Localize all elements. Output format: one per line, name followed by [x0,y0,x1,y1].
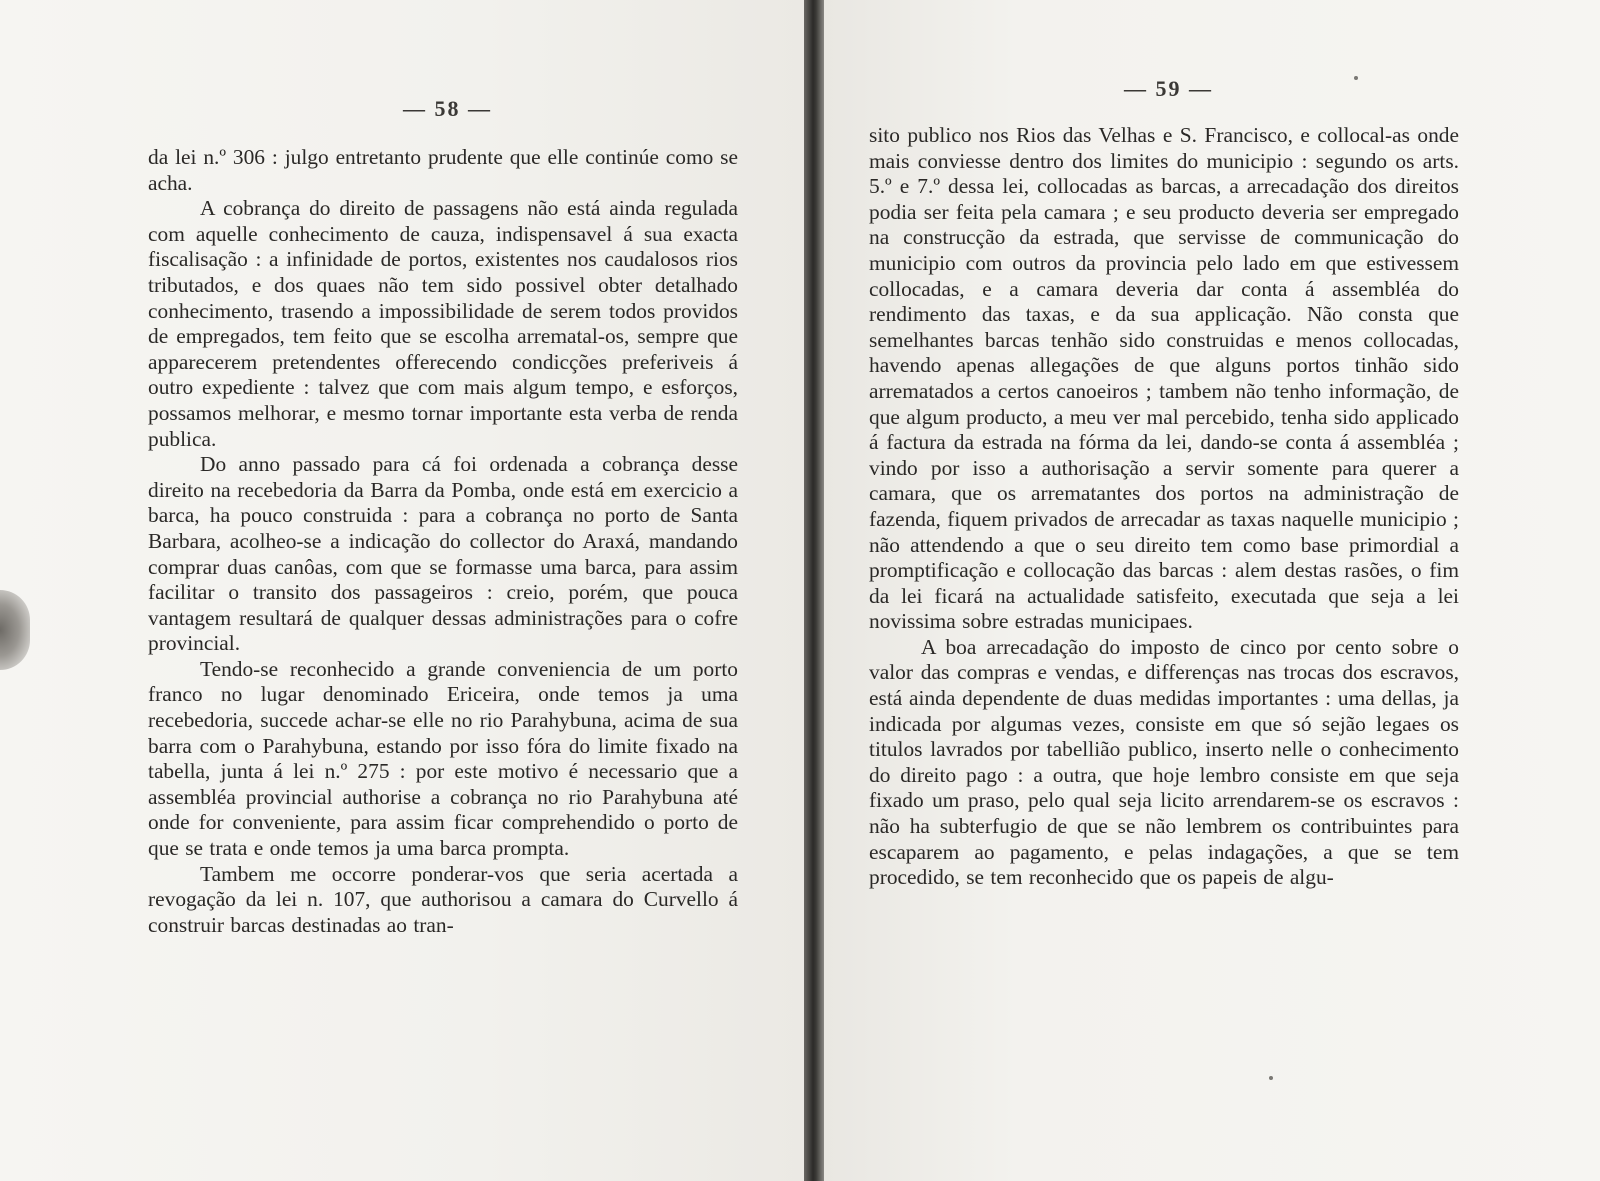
ink-speck [1269,1076,1273,1080]
page-number: — 59 — [1124,76,1213,101]
right-page [824,0,1600,1181]
paragraph: Tendo-se reconhecido a grande conveniencia de um porto franco no lugar denominado Ericeira, onde temos ja uma recebedoria, succede achar-se elle no rio Parahybuna, acima de sua barra com o Parahybuna, estando por isso fóra do limite fixado na tabella, junta á lei n.º 275 : por este motivo é necessario que a assembléa provincial authorise a cobrança no rio Parahybuna até onde for conveniente, para assim ficar comprehendido o porto de que se trata e onde temos ja uma barca prompta. [148,656,738,861]
ink-speck [1354,76,1358,80]
paragraph: A cobrança do direito de passagens não está ainda regulada com aquelle conhecimento de cauza, indispensavel á sua exacta fiscalisação : a infinidade de portos, existentes nos caudalosos rios tributados, e dos quaes não tem sido possivel obter detalhado conhecimento, trasendo a impossibilidade de serem todos providos de empregados, tem feito que se escolha arrematal-os, sempre que apparecerem pretendentes offerecendo condicções preferiveis á outro expediente : talvez que com mais algum tempo, e esforços, possamos melhorar, e mesmo tornar importante esta verba de renda publica. [148,196,738,451]
book-gutter [804,0,824,1181]
paragraph: A boa arrecadação do imposto de cinco por cento sobre o valor das compras e vendas, e differenças nas trocas dos escravos, está ainda dependente de duas medidas importantes : uma dellas, ja indicada por algumas vezes, consiste em que só sejão legaes os titulos lavrados por tabellião publico, inserto nelle o conhecimento do direito pago : a outra, que hoje lembro consiste em que seja fixado um praso, pelo qual seja licito arrendarem-se os escravos : não ha subterfugio de que se não lembrem os contribuintes para escaparem ao pagamento, e pelas indagações, a que se tem procedido, se tem reconhecido que os papeis de algu- [869,634,1459,890]
paper-stain [0,590,30,670]
right-page-text [869,123,1459,891]
paragraph: sito publico nos Rios das Velhas e S. Francisco, e collocal-as onde mais conviesse dentro dos limites do municipio : segundo os arts. 5.º e 7.º dessa lei, collocadas as barcas, a arrecadação dos direitos podia ser feita pela camara ; e seu producto deveria ser empregado na construcção da estrada, que servisse de communicação do municipio com outros da provincia pelo lado em que estivessem collocadas, e a camara deveria dar conta á assembléa do rendimento das taxas, e da sua applicação. Não consta que semelhantes barcas tenhão sido construidas e menos collocadas, havendo apenas allegações de que alguns portos tinhão sido arrematados a certos canoeiros ; tambem não tenho informação, de que algum producto, a meu ver mal percebido, tenha sido applicado á factura da estrada na fórma da lei, dando-se conta á assembléa ; vindo por isso a authorisação a servir somente para querer a camara, que os arrematantes dos portos na administração de fazenda, fiquem privados de arrecadar as taxas naquelle municipio ; não attendendo a que o seu direito tem como base primordial a promptificação e collocação das barcas : alem destas rasões, o fim da lei ficará na actualidade satisfeito, executada que seja a lei novissima sobre estradas municipaes. [869,123,1459,634]
paragraph: Do anno passado para cá foi ordenada a cobrança desse direito na recebedoria da Barra da Pomba, onde está em exercicio a barca, ha pouco construida : para a cobrança no porto de Santa Barbara, acolheo-se a indicação do collector do Araxá, mandando comprar duas canôas, com que se formasse uma barca, para assim facilitar o transito dos passageiros : creio, porém, que pouca vantagem resultará de qualquer dessas administrações para o cofre provincial. [148,452,738,656]
page-number: — 58 — [403,96,492,121]
paragraph: Tambem me occorre ponderar-vos que seria acertada a revogação da lei n. 107, que authorisou a camara do Curvello á construir barcas destinadas ao tran- [148,861,738,937]
paragraph: da lei n.º 306 : julgo entretanto prudente que elle continúe como se acha. [148,145,738,195]
left-page-text [148,145,738,938]
